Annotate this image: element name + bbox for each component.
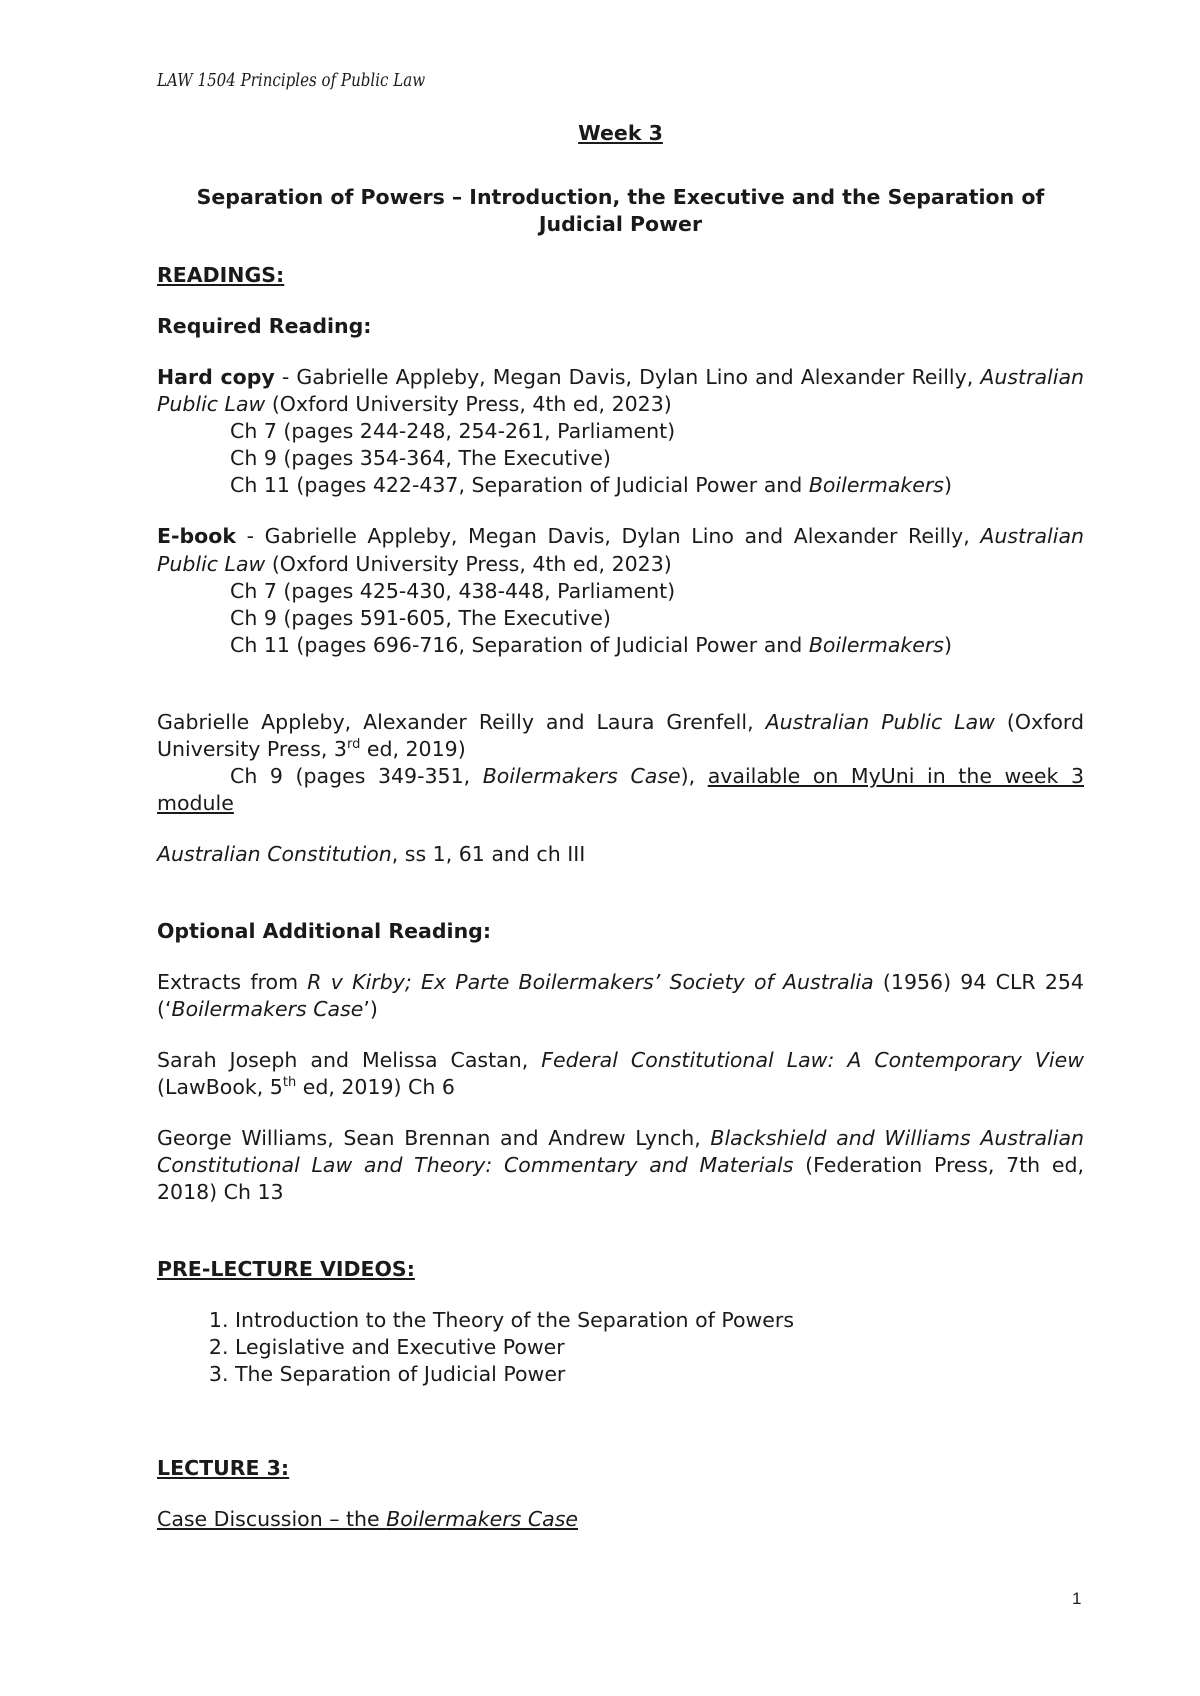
third-edition-reading [157, 709, 1084, 817]
optional-reading-heading: Optional Additional Reading: [157, 918, 492, 943]
joseph-publisher: (LawBook, 5 [157, 1075, 283, 1100]
third-edition-citation [157, 709, 1084, 763]
ebook-book-title: Australian Public Law [157, 524, 1084, 576]
list-item: 2. Legislative and Executive Power [235, 1334, 1084, 1361]
document-body [157, 120, 1084, 1533]
williams-book-title: Blackshield and Williams Australian Constitutional Law and Theory: Commentary and Materials [157, 1126, 1084, 1178]
constitution-sections: , ss 1, 61 and ch III [391, 841, 586, 866]
hard-copy-chapter: Ch 9 (pages 354-364, The Executive) [230, 446, 611, 471]
ebook-chapter-11 [157, 632, 1084, 659]
hard-copy-chapter: Ch 7 (pages 244-248, 254-261, Parliament) [230, 419, 676, 444]
ebook-label: E-book [157, 524, 236, 549]
videos-list [157, 1307, 1084, 1388]
course-header: LAW 1504 Principles of Public Law [157, 71, 426, 91]
ebook-reading [157, 523, 1084, 658]
constitution-reading [157, 841, 1084, 868]
ordinal-suffix: rd [346, 736, 361, 752]
williams-authors: George Williams, Sean Brennan and Andrew Lynch, [157, 1126, 711, 1151]
week-title: Week 3 [578, 121, 663, 145]
page-number: 1 [1072, 1589, 1082, 1608]
kirby-case-name: R v Kirby; Ex Parte Boilermakers’ Society of Australia [307, 969, 874, 994]
ebook-citation [157, 523, 1084, 577]
joseph-authors: Sarah Joseph and Melissa Castan, [157, 1048, 542, 1073]
list-item: 3. The Separation of Judicial Power [235, 1361, 1084, 1388]
ordinal-suffix: th [282, 1075, 297, 1091]
third-edition-book-title: Australian Public Law [765, 709, 995, 734]
third-edition-chapter [157, 763, 1084, 817]
williams-publisher: (Federation Press, 7th ed, 2018) Ch 13 [157, 1153, 1084, 1205]
chapter-italic: Boilermakers Case [482, 763, 681, 788]
hard-copy-label: Hard copy [157, 365, 275, 390]
kirby-citation: (1956) 94 CLR 254 (‘ [157, 969, 1084, 1022]
third-edition-authors: Gabrielle Appleby, Alexander Reilly and Laura Grenfell, [157, 709, 766, 734]
hard-copy-authors: - Gabrielle Appleby, Megan Davis, Dylan Lino and Alexander Reilly, [274, 365, 981, 390]
case-discussion [157, 1506, 1084, 1533]
williams-reading [157, 1125, 1084, 1206]
hard-copy-citation [157, 364, 1084, 418]
list-item: 1. Introduction to the Theory of the Separation of Powers [235, 1307, 1084, 1334]
chapter-italic: Boilermakers [808, 473, 944, 498]
ebook-chapter: Ch 7 (pages 425-430, 438-448, Parliament) [230, 578, 676, 603]
joseph-reading [157, 1047, 1084, 1101]
hard-copy-book-title: Australian Public Law [157, 365, 1084, 417]
page-title: Separation of Powers – Introduction, the Executive and the Separation of Judicial Power [196, 185, 1045, 237]
ebook-authors: - Gabrielle Appleby, Megan Davis, Dylan Lino and Alexander Reilly, [236, 524, 981, 549]
hard-copy-reading [157, 364, 1084, 499]
joseph-book-title: Federal Constitutional Law: A Contemporary View [541, 1048, 1084, 1073]
kirby-short-name: Boilermakers Case [171, 997, 364, 1022]
third-edition-year: ed, 2019) [360, 736, 466, 761]
chapter-end: ), [680, 763, 708, 788]
videos-heading: PRE-LECTURE VIDEOS: [157, 1257, 415, 1282]
required-reading-heading: Required Reading: [157, 314, 372, 339]
joseph-end: ed, 2019) Ch 6 [296, 1075, 455, 1100]
chapter-text: Ch 9 (pages 349-351, [230, 763, 483, 788]
chapter-end: ) [944, 473, 952, 498]
kirby-reading [157, 969, 1084, 1023]
myuni-link[interactable]: available on MyUni in the week 3 module [157, 763, 1084, 815]
chapter-end: ) [944, 632, 952, 657]
constitution-title: Australian Constitution [157, 841, 392, 866]
chapter-text: Ch 11 (pages 696-716, Separation of Judicial Power and [230, 632, 809, 657]
hard-copy-publisher: (Oxford University Press, 4th ed, 2023) [265, 392, 672, 417]
case-discussion-text: Case Discussion – the [157, 1506, 387, 1531]
chapter-text: Ch 11 (pages 422-437, Separation of Judicial Power and [230, 473, 809, 498]
kirby-prefix: Extracts from [157, 969, 308, 994]
lecture-heading: LECTURE 3: [157, 1455, 290, 1480]
kirby-end: ’) [363, 997, 378, 1022]
readings-heading: READINGS: [157, 263, 285, 288]
chapter-italic: Boilermakers [808, 632, 944, 657]
case-discussion-italic: Boilermakers Case [386, 1506, 579, 1531]
hard-copy-chapter-11 [157, 472, 1084, 499]
third-edition-publisher: (Oxford University Press, 3 [157, 709, 1085, 761]
ebook-chapter: Ch 9 (pages 591-605, The Executive) [230, 605, 611, 630]
ebook-publisher: (Oxford University Press, 4th ed, 2023) [265, 551, 672, 576]
